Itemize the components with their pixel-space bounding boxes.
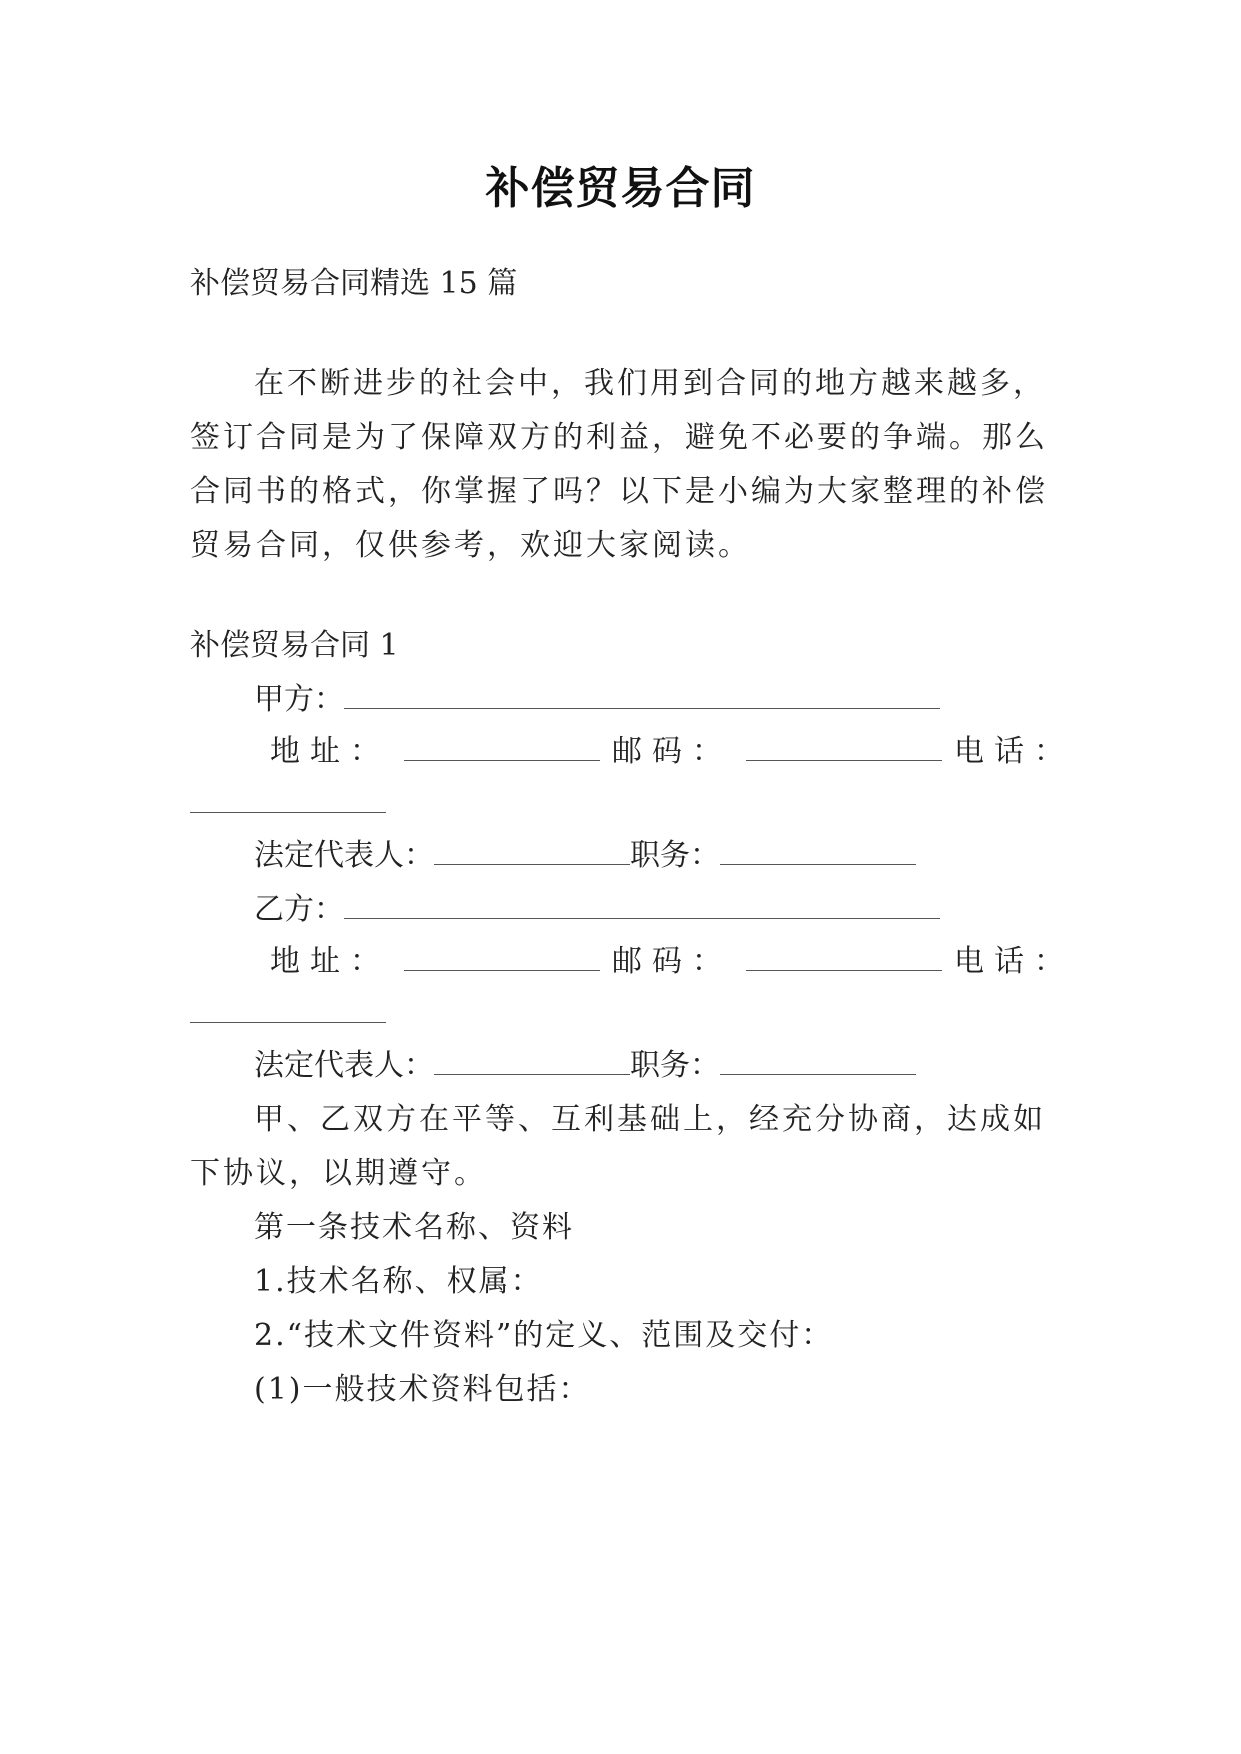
party-b-position-label: 职务： [630, 1048, 720, 1083]
party-b-row [254, 890, 940, 930]
intro-line-3: 合同书的格式，你掌握了吗？以下是小编为大家整理的补偿 [190, 474, 1048, 509]
party-b-address-blank[interactable] [404, 944, 600, 971]
agreement-line-2: 下协议，以期遵守。 [190, 1156, 487, 1191]
article-1-item-1: 1.技术名称、权属： [254, 1264, 543, 1299]
party-b-blank[interactable] [344, 892, 940, 919]
party-a-row [254, 680, 940, 720]
party-a-address-blank[interactable] [404, 734, 600, 761]
party-b-phone-label: 电话： [954, 944, 1074, 979]
party-b-address-label: 地址： [270, 944, 390, 979]
party-b-postcode-blank[interactable] [746, 944, 942, 971]
agreement-line-1: 甲、乙双方在平等、互利基础上，经充分协商，达成如 [254, 1102, 1046, 1137]
party-a-rep-row [254, 836, 916, 876]
article-1-heading: 第一条技术名称、资料 [254, 1210, 574, 1245]
party-a-postcode-label: 邮码： [612, 734, 732, 769]
party-b-rep-label: 法定代表人： [254, 1048, 434, 1083]
article-1-item-2: 2.“技术文件资料”的定义、范围及交付： [254, 1318, 834, 1353]
party-a-address-label: 地址： [270, 734, 390, 769]
party-a-phone-label: 电话： [954, 734, 1074, 769]
party-a-position-blank[interactable] [720, 838, 916, 865]
document-subtitle: 补偿贸易合同精选 15 篇 [190, 266, 518, 301]
party-b-rep-blank[interactable] [434, 1048, 630, 1075]
party-b-phone-blank[interactable] [190, 1022, 386, 1023]
party-a-postcode-blank[interactable] [746, 734, 942, 761]
party-a-rep-blank[interactable] [434, 838, 630, 865]
party-a-phone-blank[interactable] [190, 812, 386, 813]
party-b-position-blank[interactable] [720, 1048, 916, 1075]
intro-line-1: 在不断进步的社会中，我们用到合同的地方越来越多， [254, 366, 1046, 401]
document-title: 补偿贸易合同 [485, 163, 756, 214]
intro-line-2: 签订合同是为了保障双方的利益，避免不必要的争端。那么 [190, 420, 1048, 455]
party-b-postcode-label: 邮码： [612, 944, 732, 979]
party-a-blank[interactable] [344, 682, 940, 709]
intro-line-4: 贸易合同，仅供参考，欢迎大家阅读。 [190, 528, 751, 563]
article-1-item-3: (1)一般技术资料包括： [254, 1372, 591, 1407]
party-a-position-label: 职务： [630, 838, 720, 873]
party-a-contact-row [270, 732, 1074, 772]
party-b-contact-row [270, 942, 1074, 982]
section-title: 补偿贸易合同 1 [190, 628, 399, 663]
party-b-label: 乙方： [254, 892, 344, 927]
party-b-rep-row [254, 1046, 916, 1086]
party-a-label: 甲方： [254, 682, 344, 717]
party-a-rep-label: 法定代表人： [254, 838, 434, 873]
